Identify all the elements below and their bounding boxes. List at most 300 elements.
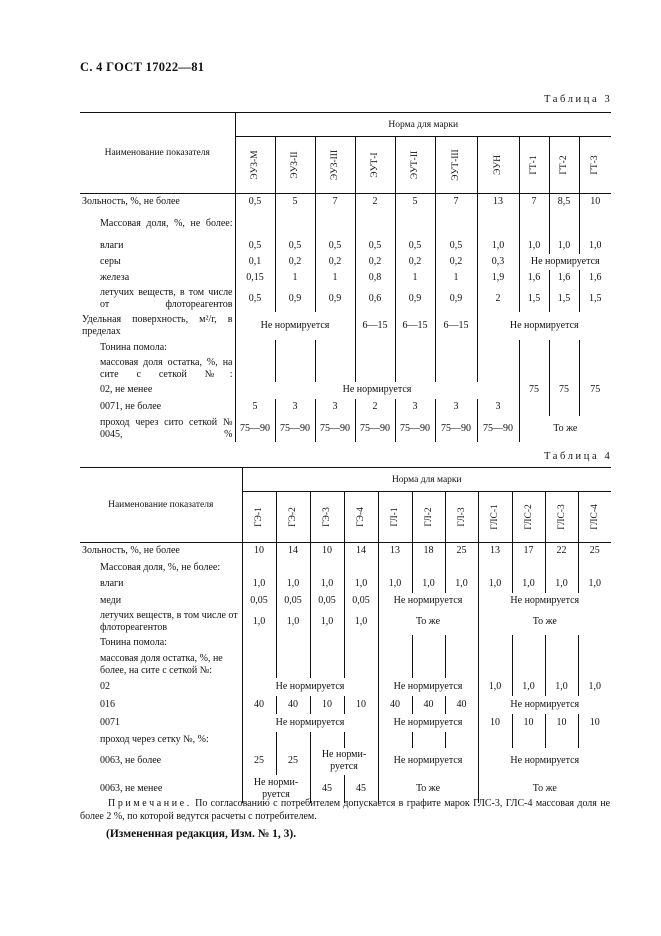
table-cell: 75—90 xyxy=(395,416,435,442)
table-cell: 25 xyxy=(242,748,276,775)
table-cell: Не нормируется xyxy=(378,678,478,696)
table-cell: 0,9 xyxy=(395,286,435,312)
mark-label: ГЛС-2 xyxy=(523,504,534,530)
table-cell xyxy=(477,211,519,238)
table-row xyxy=(80,254,611,270)
table-cell xyxy=(435,211,477,238)
mark-label: ГЛ-1 xyxy=(390,507,400,527)
table-cell xyxy=(549,340,579,356)
table-4-mark-header xyxy=(478,492,512,543)
table-cell: 40 xyxy=(242,696,276,714)
table-cell xyxy=(310,732,344,748)
table-cell xyxy=(512,652,545,678)
mark-label: ЭУТ-II xyxy=(410,150,420,180)
table-row xyxy=(80,609,611,635)
table-cell: 1,0 xyxy=(579,238,611,254)
row-label: 02, не менее xyxy=(100,384,153,395)
table-cell: То же xyxy=(378,775,478,803)
table-cell: 1,0 xyxy=(578,576,611,593)
table-cell: 25 xyxy=(445,543,478,560)
table-4-mark-header xyxy=(578,492,611,543)
table-row xyxy=(80,635,611,652)
mark-label: ЭУТ-III xyxy=(451,149,461,181)
table-cell: 3 xyxy=(477,399,519,416)
table-cell xyxy=(355,356,395,382)
table-cell: 0,9 xyxy=(435,286,477,312)
table-cell: 1,0 xyxy=(545,678,578,696)
table-cell: 0,5 xyxy=(315,238,355,254)
mark-label: ГЭ-2 xyxy=(288,507,298,527)
table-cell: 1,0 xyxy=(242,576,276,593)
table-cell: 1 xyxy=(395,270,435,286)
table-cell: 0,5 xyxy=(275,238,315,254)
table-row xyxy=(80,714,611,732)
table-cell: 1,0 xyxy=(549,238,579,254)
table-cell xyxy=(412,732,445,748)
table-cell xyxy=(519,340,549,356)
table-cell: 75—90 xyxy=(477,416,519,442)
table-cell xyxy=(549,399,579,416)
table-3 xyxy=(80,112,611,442)
table-cell xyxy=(235,340,275,356)
table-row xyxy=(80,211,611,238)
table-cell: 1,0 xyxy=(412,576,445,593)
table-cell: 1,0 xyxy=(545,576,578,593)
table-cell: 75—90 xyxy=(435,416,477,442)
row-label: 0071, не более xyxy=(100,401,162,412)
table-cell xyxy=(578,732,611,748)
table-cell: 10 xyxy=(478,714,512,732)
table-cell: 75 xyxy=(519,382,549,399)
table-cell xyxy=(445,732,478,748)
table-row xyxy=(80,732,611,748)
table-cell: Не норми- руется xyxy=(310,748,378,775)
table-cell: Не нормируется xyxy=(235,312,355,340)
table-4-mark-header xyxy=(344,492,378,543)
table-row xyxy=(80,416,611,442)
row-label: 0071 xyxy=(100,716,120,728)
table-cell: 5 xyxy=(395,194,435,211)
table-cell: 1,0 xyxy=(310,576,344,593)
table-cell: 40 xyxy=(445,696,478,714)
row-label: влаги xyxy=(100,239,124,251)
table-row xyxy=(80,593,611,609)
table-3-norma-header: Норма для марки xyxy=(235,113,611,137)
table-cell: 1,5 xyxy=(549,286,579,312)
table-cell: 0,2 xyxy=(315,254,355,270)
table-cell xyxy=(578,635,611,652)
row-label: проход через сито сеткой № 0045, % xyxy=(100,416,233,440)
table-cell: 13 xyxy=(378,543,412,560)
edition-note: (Измененная редакция, Изм. № 1, 3). xyxy=(106,828,297,840)
mark-label: ГТ-1 xyxy=(529,155,539,175)
table-cell xyxy=(344,635,378,652)
table-cell: 7 xyxy=(315,194,355,211)
table-3-mark-header xyxy=(549,137,579,194)
table-cell: 25 xyxy=(578,543,611,560)
table-4-mark-header xyxy=(242,492,276,543)
table-cell: Не нормируется xyxy=(478,748,611,775)
table-cell: 40 xyxy=(412,696,445,714)
table-cell: 8,5 xyxy=(549,194,579,211)
table-cell: 10 xyxy=(579,194,611,211)
table-cell: То же xyxy=(519,416,611,442)
mark-label: ЭУЗ-М xyxy=(250,150,260,180)
table-cell xyxy=(519,211,549,238)
table-cell xyxy=(242,652,276,678)
table-3-mark-header xyxy=(395,137,435,194)
table-cell xyxy=(275,356,315,382)
row-label: массовая доля остатка, %, на сите с сеткой №: xyxy=(100,356,233,380)
table-cell xyxy=(378,560,412,576)
mark-label: ГТ-2 xyxy=(559,155,569,175)
table-cell xyxy=(395,356,435,382)
table-cell xyxy=(549,356,579,382)
table-cell: То же xyxy=(378,609,478,635)
table-cell: Не нормируется xyxy=(478,593,611,609)
table-cell: 3 xyxy=(435,399,477,416)
table-row xyxy=(80,748,611,775)
row-label: Зольность, %, не более xyxy=(82,545,180,557)
table-cell: 1,0 xyxy=(578,678,611,696)
table-cell: 3 xyxy=(275,399,315,416)
table-cell: 0,2 xyxy=(355,254,395,270)
table-cell: 1 xyxy=(315,270,355,286)
table-cell: 1,6 xyxy=(579,270,611,286)
table-4-mark-header xyxy=(545,492,578,543)
table-cell xyxy=(310,560,344,576)
table-cell xyxy=(355,211,395,238)
table-4-mark-header xyxy=(445,492,478,543)
table-cell xyxy=(445,560,478,576)
row-label: 02 xyxy=(100,680,110,692)
table-cell xyxy=(276,732,310,748)
table-cell xyxy=(355,340,395,356)
table-cell: 1,6 xyxy=(519,270,549,286)
table-cell: 6—15 xyxy=(355,312,395,340)
table-cell: 6—15 xyxy=(395,312,435,340)
table-cell: 0,5 xyxy=(395,238,435,254)
table-cell xyxy=(310,635,344,652)
table-cell xyxy=(478,652,512,678)
table-4-mark-header xyxy=(276,492,310,543)
table-cell: 75—90 xyxy=(355,416,395,442)
table-cell xyxy=(235,211,275,238)
mark-label: ГЛ-2 xyxy=(423,507,434,527)
table-3-mark-header xyxy=(579,137,611,194)
table-cell: 75 xyxy=(579,382,611,399)
table-cell xyxy=(519,399,549,416)
table-cell xyxy=(545,635,578,652)
table-cell xyxy=(276,652,310,678)
table-cell: 0,9 xyxy=(275,286,315,312)
table-cell: 0,05 xyxy=(310,593,344,609)
table-cell: 0,05 xyxy=(276,593,310,609)
table-cell: 10 xyxy=(512,714,545,732)
table-cell xyxy=(344,560,378,576)
table-cell: Не нормируется xyxy=(242,714,378,732)
mark-label: ГЛС-4 xyxy=(589,504,600,530)
table-cell: 7 xyxy=(519,194,549,211)
table-cell: Не норми- руется xyxy=(242,775,310,803)
table-cell: 75—90 xyxy=(315,416,355,442)
table-cell xyxy=(477,340,519,356)
row-label: проход через сетку №, %: xyxy=(100,733,209,745)
table-cell: 45 xyxy=(344,775,378,803)
table-row xyxy=(80,340,611,356)
table-cell: 17 xyxy=(512,543,545,560)
table-cell xyxy=(412,635,445,652)
table-row xyxy=(80,194,611,211)
table-cell: 3 xyxy=(395,399,435,416)
table-cell: 22 xyxy=(545,543,578,560)
table-row xyxy=(80,696,611,714)
table-cell xyxy=(344,732,378,748)
table-cell: 2 xyxy=(355,194,395,211)
table-cell: 1,0 xyxy=(478,576,512,593)
table-cell: 14 xyxy=(276,543,310,560)
table-row xyxy=(80,356,611,382)
table-3-mark-header xyxy=(275,137,315,194)
table-cell xyxy=(545,732,578,748)
table-4 xyxy=(80,467,611,803)
table-3-mark-header xyxy=(355,137,395,194)
table-cell xyxy=(412,560,445,576)
mark-label: ЭУН xyxy=(493,155,503,175)
table-cell xyxy=(579,356,611,382)
table-cell: 1,0 xyxy=(242,609,276,635)
table-cell: Не нормируется xyxy=(242,678,378,696)
table-cell: 1,0 xyxy=(310,609,344,635)
table-cell xyxy=(276,560,310,576)
table-cell xyxy=(276,635,310,652)
table-cell xyxy=(315,340,355,356)
table-cell: 3 xyxy=(315,399,355,416)
table-cell: 1,5 xyxy=(579,286,611,312)
table-note xyxy=(80,797,610,823)
table-4-mark-header xyxy=(378,492,412,543)
table-cell xyxy=(315,356,355,382)
table-row xyxy=(80,560,611,576)
table-cell: 1,0 xyxy=(512,678,545,696)
table-cell: 1,0 xyxy=(344,609,378,635)
row-label: Массовая доля, %, не более: xyxy=(100,218,233,229)
row-label: серы xyxy=(100,255,121,267)
table-cell: 10 xyxy=(545,714,578,732)
table-cell: 75—90 xyxy=(235,416,275,442)
table-cell xyxy=(478,635,512,652)
table-row xyxy=(80,270,611,286)
table-cell xyxy=(378,635,412,652)
table-cell: 1,0 xyxy=(344,576,378,593)
table-cell: 0,5 xyxy=(355,238,395,254)
row-label: массовая доля остатка, %, не более, на сите с сеткой №: xyxy=(100,652,223,676)
table-row xyxy=(80,652,611,678)
table-cell: 1,5 xyxy=(519,286,549,312)
table-4-mark-header xyxy=(412,492,445,543)
table-cell xyxy=(242,560,276,576)
table-cell xyxy=(579,340,611,356)
table-cell: 10 xyxy=(344,696,378,714)
table-cell: 40 xyxy=(378,696,412,714)
table-row xyxy=(80,312,611,340)
table-cell xyxy=(549,211,579,238)
table-cell: Не нормируется xyxy=(478,696,611,714)
table-cell: 1,0 xyxy=(512,576,545,593)
table-cell: 0,3 xyxy=(477,254,519,270)
table-cell: Не нормируется xyxy=(378,714,478,732)
table-cell xyxy=(275,211,315,238)
table-cell xyxy=(545,652,578,678)
mark-label: ЭУТ-I xyxy=(370,152,380,178)
table-cell xyxy=(395,211,435,238)
table-cell: 0,1 xyxy=(235,254,275,270)
table-cell xyxy=(512,560,545,576)
mark-label: ГЭ-4 xyxy=(356,507,366,527)
table-cell xyxy=(478,732,512,748)
table-cell xyxy=(235,356,275,382)
row-label: Зольность, %, не более xyxy=(82,196,180,208)
table-cell: 1,0 xyxy=(519,238,549,254)
row-label: Тонина помола: xyxy=(100,341,167,353)
table-cell xyxy=(578,652,611,678)
table-cell xyxy=(435,356,477,382)
table-cell: 18 xyxy=(412,543,445,560)
table-cell: 2 xyxy=(477,286,519,312)
mark-label: ГЭ-1 xyxy=(254,507,264,527)
table-cell: То же xyxy=(478,775,611,803)
table-cell: 0,2 xyxy=(395,254,435,270)
table-cell xyxy=(478,560,512,576)
table-cell: 10 xyxy=(578,714,611,732)
table-cell xyxy=(344,652,378,678)
table-cell xyxy=(512,732,545,748)
table-row xyxy=(80,576,611,593)
table-cell: 0,5 xyxy=(235,286,275,312)
table-cell: 7 xyxy=(435,194,477,211)
table-cell: 45 xyxy=(310,775,344,803)
table-cell: 0,05 xyxy=(344,593,378,609)
table-cell: 10 xyxy=(310,696,344,714)
table-3-mark-header xyxy=(435,137,477,194)
table-cell xyxy=(519,356,549,382)
table-cell: 6—15 xyxy=(435,312,477,340)
table-cell: 1,0 xyxy=(276,609,310,635)
table-row xyxy=(80,678,611,696)
table-cell xyxy=(579,399,611,416)
table-3-mark-header xyxy=(477,137,519,194)
table-cell: 0,9 xyxy=(315,286,355,312)
table-cell: 10 xyxy=(242,543,276,560)
table-cell: 0,8 xyxy=(355,270,395,286)
table-cell: 5 xyxy=(235,399,275,416)
table-cell: 0,15 xyxy=(235,270,275,286)
table-cell: 1,9 xyxy=(477,270,519,286)
table-cell: 0,6 xyxy=(355,286,395,312)
table-4-param-header: Наименование показателя xyxy=(80,468,242,543)
table-cell: 0,5 xyxy=(435,238,477,254)
row-label: летучих веществ, в том числе от флотореагентов xyxy=(100,609,238,633)
table-cell xyxy=(275,340,315,356)
table-cell: То же xyxy=(478,609,611,635)
table-cell xyxy=(242,635,276,652)
note-label: Примечание. xyxy=(108,798,192,809)
table-row xyxy=(80,286,611,312)
table-cell: 14 xyxy=(344,543,378,560)
table-cell: 1,0 xyxy=(478,678,512,696)
table-3-mark-header xyxy=(315,137,355,194)
table-cell xyxy=(378,652,412,678)
table-cell: 1,6 xyxy=(549,270,579,286)
table-cell: 1,0 xyxy=(477,238,519,254)
row-label: влаги xyxy=(100,578,124,589)
table-cell xyxy=(315,211,355,238)
table-row xyxy=(80,543,611,560)
mark-label: ГЛС-3 xyxy=(556,504,567,530)
table-cell xyxy=(512,635,545,652)
table-cell: 13 xyxy=(478,543,512,560)
table-cell xyxy=(445,652,478,678)
table-cell: 0,2 xyxy=(275,254,315,270)
table-cell xyxy=(578,560,611,576)
table-3-label: Таблица 3 xyxy=(544,94,613,105)
table-cell: 2 xyxy=(355,399,395,416)
note-text: По согласованию с потребителем допускается в графите марок ГЛС-3, ГЛС-4 массовая доля не более 2 %, по которой ведутся расчеты с потребителем. xyxy=(80,798,611,822)
table-cell: 1,0 xyxy=(445,576,478,593)
table-cell: 75—90 xyxy=(275,416,315,442)
row-label: Тонина помола: xyxy=(100,637,167,648)
mark-label: ГЛ-3 xyxy=(456,507,467,527)
table-4-label: Таблица 4 xyxy=(544,451,613,462)
table-cell: 1,0 xyxy=(276,576,310,593)
table-cell: 75 xyxy=(549,382,579,399)
table-cell xyxy=(412,652,445,678)
mark-label: ГЭ-3 xyxy=(322,507,332,527)
table-cell xyxy=(435,340,477,356)
table-cell xyxy=(310,652,344,678)
table-cell xyxy=(242,732,276,748)
table-cell: 40 xyxy=(276,696,310,714)
table-row xyxy=(80,238,611,254)
table-row xyxy=(80,382,611,399)
table-row xyxy=(80,399,611,416)
mark-label: ГТ-3 xyxy=(590,155,601,175)
table-3-param-header: Наименование показателя xyxy=(80,113,235,194)
table-cell: 1 xyxy=(275,270,315,286)
table-cell: Не нормируется xyxy=(519,254,611,270)
table-cell xyxy=(477,356,519,382)
table-cell: 0,5 xyxy=(235,194,275,211)
table-cell: 5 xyxy=(275,194,315,211)
page-header: С. 4 ГОСТ 17022—81 xyxy=(80,60,205,74)
table-cell xyxy=(378,732,412,748)
table-4-mark-header xyxy=(512,492,545,543)
row-label: летучих веществ, в том числе от флотореагентов xyxy=(100,286,233,310)
table-cell: Не нормируется xyxy=(235,382,519,399)
row-label: 0063, не более xyxy=(100,755,162,766)
table-cell: Не нормируется xyxy=(477,312,611,340)
table-cell: Не нормируется xyxy=(378,748,478,775)
table-cell: Не нормируется xyxy=(378,593,478,609)
table-cell xyxy=(445,635,478,652)
table-cell: 1 xyxy=(435,270,477,286)
table-cell xyxy=(395,340,435,356)
table-cell: 10 xyxy=(310,543,344,560)
mark-label: ЭУЗ-III xyxy=(330,149,340,181)
table-3-mark-header xyxy=(235,137,275,194)
table-3-mark-header xyxy=(519,137,549,194)
row-label: железа xyxy=(100,271,130,283)
